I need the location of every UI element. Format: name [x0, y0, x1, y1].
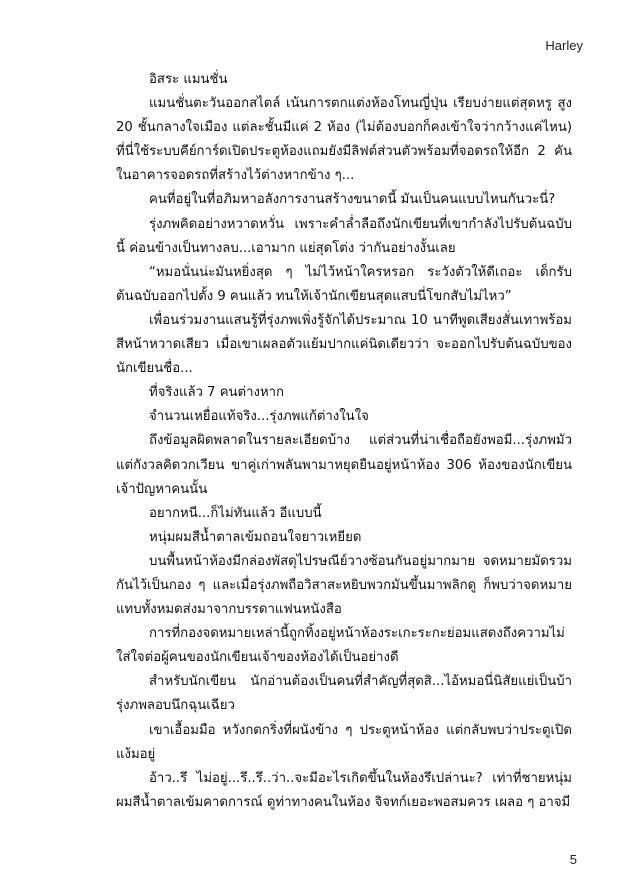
paragraph: อิสระ แมนชั่น	[149, 72, 228, 87]
running-header-title: Harley	[545, 38, 583, 53]
paragraph: จำนวนเหยื่อแท้จริง...รุ่งภพแก้ต่างในใจ	[149, 409, 369, 425]
paragraph: คนที่อยู่ในที่อภิมหาอลังการงานสร้างขนาดนี้ มันเป็นคนแบบไหนกันวะนี่?	[149, 192, 556, 208]
paragraph: อ้าว..รึ ไม่อยู่...รึ..รึ..ว่า..จะมีอะไรเกิดขึ้นในห้องรึเปล่านะ? เท่าที่ชายหนุ่มผมสีน้ำตาลเข้มคาดการณ์ ดูท่าทางคนในห้อง จิจทก์เยอะพอสมควร เผลอ ๆ อาจมี	[116, 770, 572, 810]
body-text	[116, 68, 572, 815]
paragraph: การที่กองจดหมายเหล่านี้ถูกทิ้งอยู่หน้าห้องระเกะระกะย่อมแสดงถึงความไม่ใส่ใจต่อผู้คนของนักเขียนเจ้าของห้องได้เป็นอย่างดี	[116, 626, 565, 666]
paragraph: สำหรับนักเขียน นักอ่านต้องเป็นคนที่สำคัญที่สุดสิ...ไอ้หมอนี่นิสัยแย่เป็นบ้า รุ่งภพลอบนึกฉุนเฉียว	[116, 674, 572, 714]
paragraph: อยากหนี...ก็ไม่ทันแล้ว อีแบบนี้	[149, 505, 322, 521]
paragraph: หนุ่มผมสีน้ำตาลเข้มถอนใจยาวเหยียด	[149, 529, 362, 545]
paragraph: เขาเอื้อมมือ หวังกดกริ่งที่ผนังข้าง ๆ ประตูหน้าห้อง แต่กลับพบว่าประตูเปิดแง้มอยู่	[116, 722, 572, 762]
paragraph: ที่จริงแล้ว 7 คนต่างหาก	[149, 385, 285, 401]
paragraph: แมนชั่นตะวันออกสไตล์ เน้นการตกแต่งห้องโทนญี่ปุ่น เรียบง่ายแต่สุดหรู สูง 20 ชั้นกลางใจเมือง แต่ละชั้นมีแค่ 2 ห้อง (ไม่ต้องบอกก็คงเข้าใจว่ากว้างแค่ไหน) ที่นี่ใช้ระบบคีย์การ์ดเปิดประตูห้องแถมยังมีลิฟต์ส่วนตัวพร้อมที่จอดรถให้อีก 2 คันในอาคารจอดรถที่สร้างไว้ต่างหากข้าง ๆ...	[116, 96, 572, 184]
paragraph: รุ่งภพคิดอย่างหวาดหวั่น เพราะคำล่ำลือถึงนักเขียนที่เขากำลังไปรับต้นฉบับนี้ ค่อนข้างเป็นทางลบ...เอามาก แย่สุดโต่ง ว่ากันอย่างงั้นเลย	[116, 216, 572, 256]
paragraph: ถึงข้อมูลผิดพลาดในรายละเอียดบ้าง แต่ส่วนที่น่าเชื่อถือยังพอมี...รุ่งภพมัวแต่กังวลคิดวกเวียน ขาคู่เก่าพลันพามาหยุดยืนอยู่หน้าห้อง 306 ห้องของนักเขียนเจ้าปัญหาคนนั้น	[116, 433, 572, 497]
paragraph: บนพื้นหน้าห้องมีกล่องพัสดุไปรษณีย์วางซ้อนกันอยู่มากมาย จดหมายมัดรวมกันไว้เป็นกอง ๆ และเมื่อรุ่งภพถือวิสาสะหยิบพวกมันขึ้นมาพลิกดู ก็พบว่าจดหมายแทบทั้งหมดส่งมาจากบรรดาแฟนหนังสือ	[116, 553, 572, 618]
paragraph: เพื่อนร่วมงานแสนรู้ที่รุ่งภพเพิ่งรู้จักได้ประมาณ 10 นาทีพูดเสียงสั่นเทาพร้อมสีหน้าหวาดเสียว เมื่อเขาเผลอตัวแย้มปากแค่นิดเดียวว่า จะออกไปรับต้นฉบับของนักเขียนชื่อ...	[116, 312, 572, 377]
paragraph: “หมอนั่นน่ะมันหยิ่งสุด ๆ ไม่ไว้หน้าใครหรอก ระวังตัวให้ดีเถอะ เด็กรับต้นฉบับออกไปตั้ง 9 คนแล้ว ทนให้เจ้านักเขียนสุดแสบนี่โขกสับไม่ไหว”	[116, 264, 572, 304]
page-number: 5	[569, 852, 577, 867]
